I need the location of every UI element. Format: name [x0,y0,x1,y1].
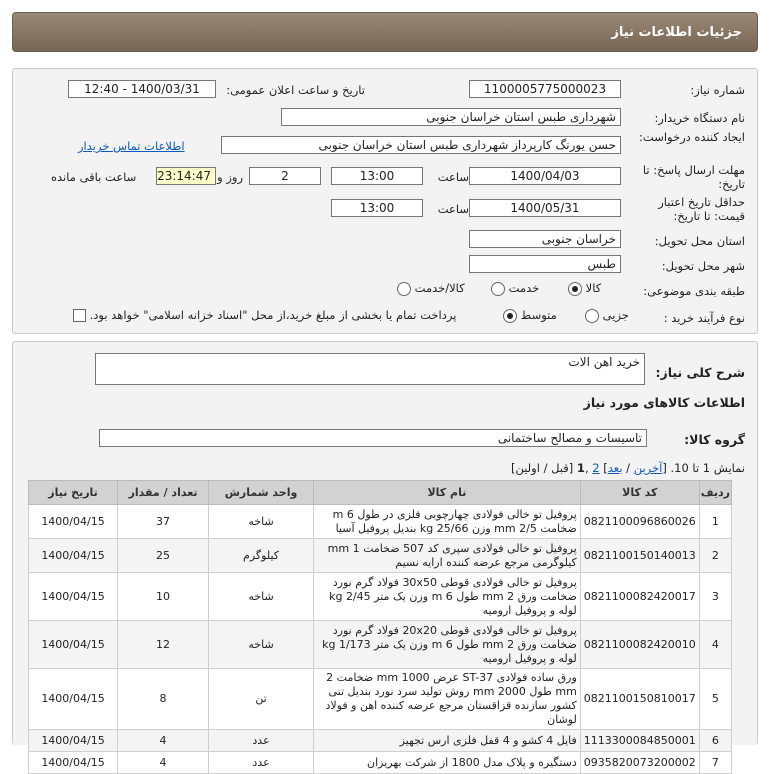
category-service-radio[interactable] [491,282,505,296]
item-name: فایل 4 کشو و 4 قفل فلزی ارس تجهیز [314,730,581,752]
item-code: 0821100096860026 [580,505,699,539]
item-unit: عدد [209,752,314,774]
item-unit: کیلوگرم [209,539,314,573]
item-date: 1400/04/15 [29,752,118,774]
category-label: طبقه بندی موضوعی: [643,284,745,298]
item-date: 1400/04/15 [29,621,118,669]
goods-table [28,480,732,774]
item-code: 0935820073200002 [580,752,699,774]
general-desc-label: شرح کلی نیاز: [655,365,745,380]
item-name: پروفیل تو خالی فولادی سپری کد 507 ضخامت 1 mm کیلوگرمی مرجع عرضه کننده ارایه نسیم [314,539,581,573]
item-name: ورق ساده فولادی ST-37 عرض 1000 mm ضخامت 2 mm طول 2000 mm روش تولید سرد نورد بندیل تنی کشور سازنده قزاقستان مرجع عرضه کننده اهن و فولاد لوشان [314,669,581,730]
item-name: پروفیل تو خالی فولادی قوطی 30x50 فولاد گرم نورد ضخامت ورق 2 mm طول 6 m وزن یک متر 2/45 kg لوله و پروفیل ارومیه [314,573,581,621]
process-medium-text: متوسط [520,308,557,322]
category-option-service[interactable] [491,281,539,296]
item-qty: 4 [118,752,209,774]
process-minor-radio[interactable] [585,309,599,323]
item-code: 0821100150140013 [580,539,699,573]
pager-page-2[interactable]: 2 [592,461,600,475]
general-desc-field: خرید اهن الات [95,353,645,385]
item-date: 1400/04/15 [29,669,118,730]
row-index: 7 [699,752,731,774]
process-minor-text: جزیی [602,308,629,322]
table-header-row [29,481,732,505]
item-code: 0821100082420010 [580,621,699,669]
category-service-text: خدمت [508,281,540,295]
item-date: 1400/04/15 [29,573,118,621]
item-name: پروفیل تو خالی فولادی چهارچوبی فلزی در طول 6 m ضخامت 2/5 mm وزن 25/66 kg بندیل پروفیل آسیا [314,505,581,539]
requester-field: حسن یورنگ کارپرداز شهرداری طبس استان خراسان جنوبی [221,136,621,154]
goods-group-field: تاسیسات و مصالح ساختمانی [99,429,647,447]
item-qty: 4 [118,730,209,752]
item-unit: عدد [209,730,314,752]
table-row [29,730,732,752]
item-date: 1400/04/15 [29,505,118,539]
item-unit: شاخه [209,621,314,669]
table-row [29,752,732,774]
item-unit: شاخه [209,505,314,539]
payment-checkbox[interactable] [73,309,86,322]
deadline-label: مهلت ارسال پاسخ: تا تاریخ: [642,163,745,191]
pager-page-1: 1 [576,461,585,475]
buyer-org-label: نام دستگاه خریدار: [654,111,745,125]
category-option-both[interactable] [397,281,465,296]
category-option-goods[interactable] [568,281,601,296]
pager-slash: / [622,461,634,475]
row-index: 6 [699,730,731,752]
announce-label: تاریخ و ساعت اعلان عمومی: [226,83,365,97]
announce-field: 1400/03/31 - 12:40 [68,80,216,98]
col-name-header: نام کالا [314,481,581,505]
need-number-field: 1100005775000023 [469,80,621,98]
need-number-label: شماره نیاز: [690,83,745,97]
row-index: 5 [699,669,731,730]
pager-suffix: [قبل / اولین] [510,461,577,475]
remaining-label: ساعت باقی مانده [51,170,137,184]
process-option-minor[interactable] [585,308,629,323]
pager-last-link[interactable]: آخرین [633,461,663,475]
pager [511,461,745,475]
item-date: 1400/04/15 [29,730,118,752]
item-code: 0821100082420017 [580,573,699,621]
item-code: 0821100150810017 [580,669,699,730]
goods-group-label: گروه کالا: [684,432,745,447]
buyer-contact-link[interactable]: اطلاعات تماس خریدار [78,139,185,153]
col-unit-header: واحد شمارش [209,481,314,505]
category-both-radio[interactable] [397,282,411,296]
requester-label: ایجاد کننده درخواست: [639,130,745,144]
category-goods-radio[interactable] [568,282,582,296]
table-row [29,505,732,539]
category-goods-text: کالا [585,281,602,295]
item-qty: 8 [118,669,209,730]
province-field: خراسان جنوبی [469,230,621,248]
page-header [12,12,758,52]
item-qty: 12 [118,621,209,669]
category-both-text: کالا/خدمت [414,281,465,295]
process-label: نوع فرآیند خرید : [663,311,745,325]
item-qty: 25 [118,539,209,573]
validity-label: حداقل تاریخ اعتبار قیمت: تا تاریخ: [658,195,745,223]
pager-prefix: نمایش 1 تا 10. [ [662,461,745,475]
col-code-header: کد کالا [580,481,699,505]
table-row [29,669,732,730]
payment-note: پرداخت تمام یا بخشی از مبلغ خرید،از محل "اسناد خزانه اسلامی" خواهد بود. [89,308,457,322]
goods-info-title: اطلاعات کالاهای مورد نیاز [583,395,745,410]
pager-sep: ] [599,461,608,475]
need-info-panel [12,68,758,334]
table-row [29,573,732,621]
row-index: 1 [699,505,731,539]
city-label: شهر محل تحویل: [661,259,745,273]
process-option-medium[interactable] [503,308,557,323]
item-code: 1113300084850001 [580,730,699,752]
pager-next-link[interactable]: بعد [607,461,623,475]
payment-option[interactable] [73,308,456,322]
col-row-header: ردیف [699,481,731,505]
row-index: 2 [699,539,731,573]
table-row [29,539,732,573]
validity-time-field: 13:00 [331,199,423,217]
table-row [29,621,732,669]
deadline-date-field: 1400/04/03 [469,167,621,185]
item-unit: تن [209,669,314,730]
item-qty: 37 [118,505,209,539]
row-index: 4 [699,621,731,669]
item-qty: 10 [118,573,209,621]
item-unit: شاخه [209,573,314,621]
page-title: جزئیات اطلاعات نیاز [611,25,742,40]
deadline-time-label: ساعت [437,170,469,184]
days-label: روز و [217,170,243,184]
deadline-time-field: 13:00 [331,167,423,185]
row-index: 3 [699,573,731,621]
item-name: پروفیل تو خالی فولادی قوطی 20x20 فولاد گرم نورد ضخامت ورق 2 mm طول 6 m وزن یک متر 1/173 kg لوله و پروفیل ارومیه [314,621,581,669]
item-name: دستگیره و پلاک مدل 1800 از شرکت بهریزان [314,752,581,774]
days-field: 2 [249,167,321,185]
col-qty-header: تعداد / مقدار [118,481,209,505]
city-field: طبس [469,255,621,273]
item-date: 1400/04/15 [29,539,118,573]
buyer-org-field: شهرداری طبس استان خراسان جنوبی [281,108,621,126]
process-medium-radio[interactable] [503,309,517,323]
validity-date-field: 1400/05/31 [469,199,621,217]
remaining-time-field: 23:14:47 [156,167,216,185]
pager-comma: , [584,461,593,475]
province-label: استان محل تحویل: [654,234,745,248]
validity-time-label: ساعت [437,202,469,216]
col-date-header: تاریخ نیاز [29,481,118,505]
